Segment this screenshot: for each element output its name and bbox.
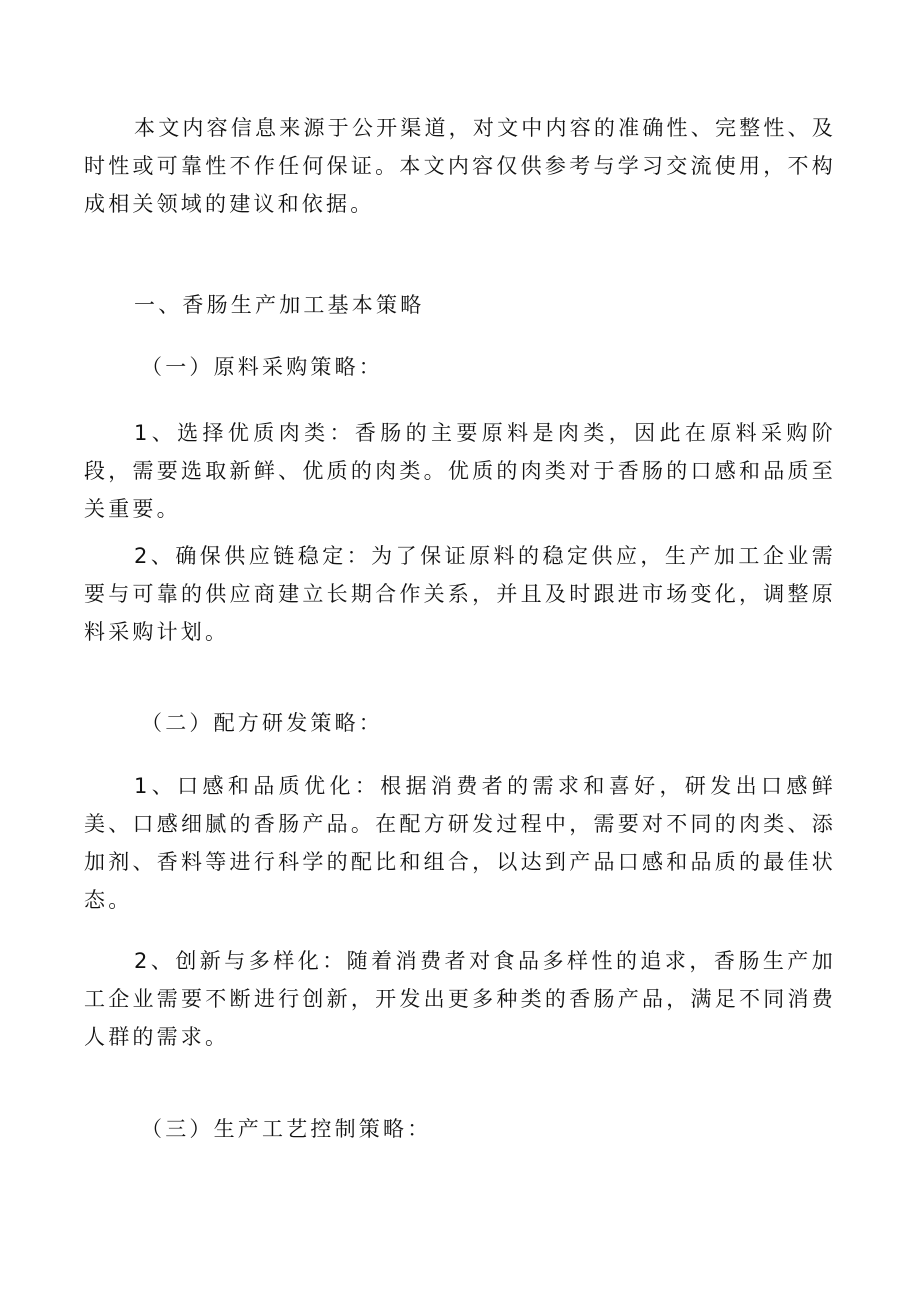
subsection-heading-raw-material: （一）原料采购策略：	[141, 355, 383, 379]
paragraph-supply-chain: 2、确保供应链稳定：为了保证原料的稳定供应，生产加工企业需要与可靠的供应商建立长期合作关系，并且及时跟进市场变化，调整原料采购计划。	[84, 544, 836, 644]
paragraph-taste-quality: 1、口感和品质优化：根据消费者的需求和喜好，研发出口感鲜美、口感细腻的香肠产品。在配方研发过程中，需要对不同的肉类、添加剂、香料等进行科学的配比和组合，以达到产品口感和品质的最佳状态。	[84, 774, 836, 912]
subsection-heading-formula: （二）配方研发策略：	[141, 711, 383, 735]
disclaimer-paragraph: 本文内容信息来源于公开渠道，对文中内容的准确性、完整性、及时性或可靠性不作任何保证。本文内容仅供参考与学习交流使用，不构成相关领域的建议和依据。	[84, 116, 836, 216]
section-heading-1: 一、香肠生产加工基本策略	[134, 293, 425, 317]
paragraph-quality-meat: 1、选择优质肉类：香肠的主要原料是肉类，因此在原料采购阶段，需要选取新鲜、优质的肉类。优质的肉类对于香肠的口感和品质至关重要。	[84, 421, 836, 521]
subsection-heading-process: （三）生产工艺控制策略：	[141, 1117, 432, 1141]
paragraph-innovation: 2、创新与多样化：随着消费者对食品多样性的追求，香肠生产加工企业需要不断进行创新，开发出更多种类的香肠产品，满足不同消费人群的需求。	[84, 949, 836, 1049]
